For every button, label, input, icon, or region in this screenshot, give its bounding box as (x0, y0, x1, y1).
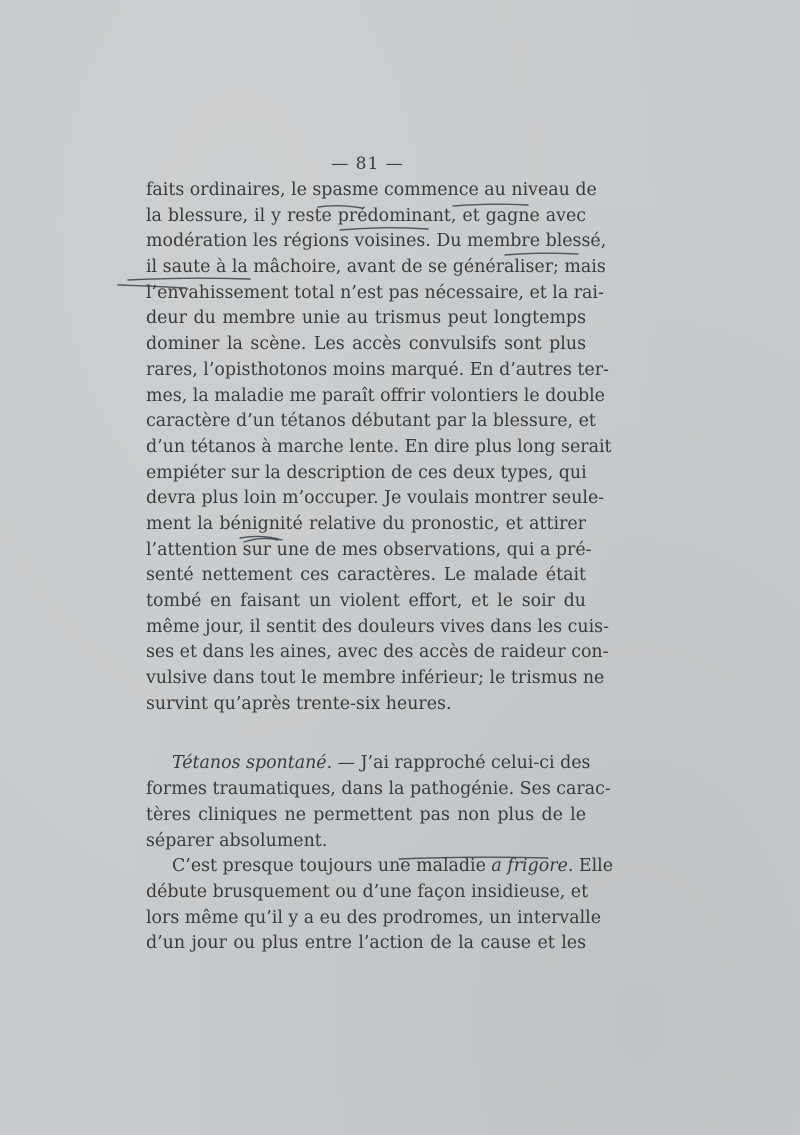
paragraph-line: vulsive dans tout le membre inférieur; le trismus ne (146, 668, 605, 689)
section-gap (146, 717, 586, 751)
section-line: formes traumatiques, dans la pathogénie. Ses carac- (146, 779, 611, 800)
paragraph-line: rares, l’opisthotonos moins marqué. En d’autres ter- (146, 359, 609, 380)
section-heading-rest: — J’ai rapproché celui-ci des (332, 753, 591, 774)
paragraph-line: l’attention sur une de mes observations, qui a pré- (146, 539, 592, 560)
section-first-line (146, 751, 591, 777)
paragraph-line: faits ordinaires, le spasme commence au niveau de (146, 180, 597, 200)
section-line: tères cliniques ne permettent pas non plus de le (146, 804, 586, 825)
paragraph-line: dominer la scène. Les accès convulsifs sont plus (146, 334, 586, 355)
paragraph-line: ses et dans les aines, avec des accès de raideur con- (146, 642, 609, 663)
paragraph-line: deur du membre unie au trismus peut longtemps (146, 308, 586, 329)
paragraph-line: ment la bénignité relative du pronostic, et attirer (146, 513, 586, 534)
para2-line: d’un jour ou plus entre l’action de la cause et les (146, 933, 586, 954)
para2-line: lors même qu’il y a eu des prodromes, un intervalle (146, 907, 602, 928)
page-number: — 81 — (331, 154, 404, 174)
paragraph-line: senté nettement ces caractères. Le malade était (146, 565, 586, 586)
section-line: séparer absolument. (146, 830, 328, 851)
paragraph-line: modération les régions voisines. Du membre blessé, (146, 231, 607, 252)
body-text (146, 178, 613, 957)
paragraph-line: tombé en faisant un violent effort, et le soir du (146, 591, 586, 611)
para2-lines (146, 880, 602, 957)
paragraph-line: survint qu’après trente-six heures. (146, 693, 452, 714)
paragraph-line: devra plus loin m’occuper. Je voulais montrer seule- (146, 488, 605, 509)
para2-lead: C’est presque toujours une maladie (172, 856, 492, 877)
paragraph-line: d’un tétanos à marche lente. En dire plus long serait (146, 436, 612, 457)
paragraph-1 (146, 178, 612, 717)
paragraph-line: même jour, il sentit des douleurs vives dans les cuis- (146, 616, 609, 637)
paragraph-line: mes, la maladie me paraît offrir volontiers le double (146, 385, 605, 406)
para2-tail: . Elle (567, 856, 613, 877)
para2-italic: a frigore (491, 856, 568, 877)
section-lines (146, 777, 611, 854)
paragraph-line: la blessure, il y reste prédominant, et gagne avec (146, 205, 586, 226)
paragraph-line: empiéter sur la description de ces deux types, qui (146, 462, 587, 483)
paragraph-line: l’envahissement total n’est pas nécessaire, et la rai- (146, 282, 604, 303)
paragraph-2 (146, 854, 613, 957)
section-heading: Tétanos spontané. (172, 753, 333, 774)
para2-line: débute brusquement ou d’une façon insidieuse, et (146, 881, 589, 902)
paragraph-line: caractère d’un tétanos débutant par la blessure, et (146, 411, 596, 432)
para2-first-line (146, 854, 613, 880)
section-tetanos-spontane (146, 751, 611, 854)
paragraph-line: il saute à la mâchoire, avant de se généraliser; mais (146, 257, 606, 278)
